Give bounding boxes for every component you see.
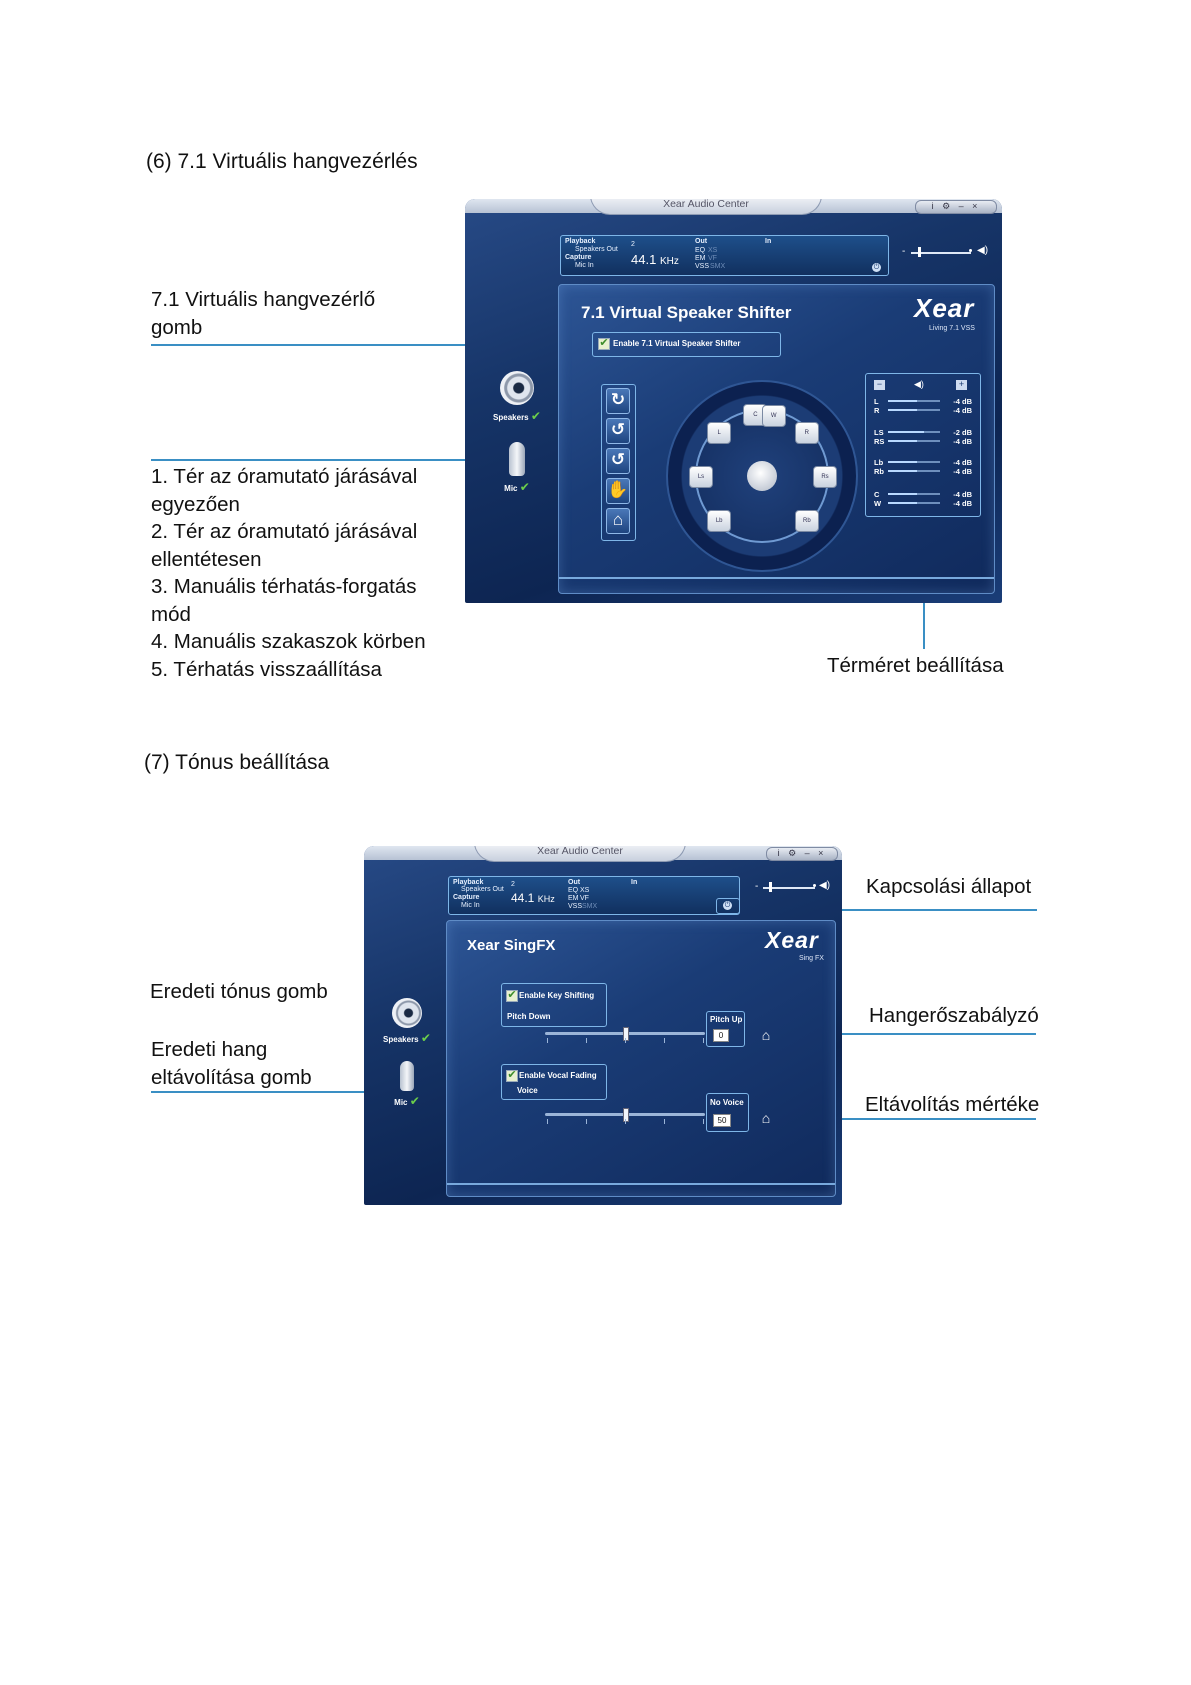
- window-title: Xear Audio Center: [474, 846, 686, 862]
- speakers-enabled-check-icon: ✔: [420, 1031, 431, 1045]
- speaker-position-w[interactable]: W: [762, 405, 786, 427]
- xear-window-vss: [465, 199, 1002, 603]
- meter-row: [874, 490, 972, 499]
- status-rate: [511, 891, 555, 905]
- mic-enabled-check-icon: ✔: [409, 1094, 420, 1108]
- vss-enable-label: Enable 7.1 Virtual Speaker Shifter: [613, 339, 741, 348]
- meter-row: [874, 467, 972, 476]
- voice-label: Voice: [517, 1086, 538, 1095]
- status-display: [448, 876, 740, 915]
- voice-tick: [703, 1119, 704, 1124]
- speaker-position-lb[interactable]: Lb: [707, 510, 731, 532]
- pitch-tick: [703, 1038, 704, 1043]
- status-em: EM: [568, 895, 579, 902]
- meter-fill: [888, 461, 917, 463]
- sidebar-mic-label: Mic: [504, 484, 518, 493]
- sidebar-item-speakers[interactable]: [378, 998, 436, 1045]
- meter-label: Rb: [874, 467, 884, 476]
- meter-minus-button[interactable]: −: [874, 380, 885, 390]
- speaker-position-rb[interactable]: Rb: [795, 510, 819, 532]
- callout-vss-button-line1: 7.1 Virtuális hangvezérlő: [151, 288, 376, 311]
- home-icon: ⌂: [612, 510, 624, 529]
- vss-enable-button[interactable]: [592, 332, 781, 357]
- status-rate-value: 44.1: [511, 891, 535, 905]
- meter-fill: [888, 431, 924, 433]
- master-volume-slider[interactable]: [755, 881, 837, 895]
- speaker-icon: [500, 371, 534, 405]
- meter-label: C: [874, 490, 880, 499]
- meter-row: [874, 437, 972, 446]
- mode-line: 1. Tér az óramutató járásával: [151, 465, 418, 488]
- status-speakers-out: Speakers Out: [461, 886, 504, 893]
- status-capture: Capture: [453, 894, 480, 901]
- meter-plus-button[interactable]: +: [956, 380, 967, 390]
- status-xs: XS: [580, 887, 590, 894]
- sidebar-mic-label: Mic: [394, 1098, 408, 1107]
- voice-tick: [664, 1119, 665, 1124]
- pitch-tick: [586, 1038, 587, 1043]
- sidebar-speakers-label: Speakers: [493, 413, 529, 422]
- status-rate: [631, 252, 679, 267]
- window-title: Xear Audio Center: [590, 199, 822, 215]
- pitch-tick: [625, 1038, 626, 1043]
- pitch-down-label: Pitch Down: [507, 1012, 551, 1021]
- callout-volume: Hangerőszabályzó: [869, 1004, 1039, 1027]
- callout-room-size: Térméret beállítása: [827, 654, 1004, 677]
- mode-line: ellentétesen: [151, 547, 262, 571]
- room-size-meters: [865, 373, 981, 517]
- meter-value: -4 dB: [953, 458, 972, 467]
- callout-vss-button: [151, 286, 375, 341]
- meter-value: -4 dB: [953, 467, 972, 476]
- microphone-icon: [400, 1061, 414, 1091]
- status-rate-value: 44.1: [631, 252, 657, 267]
- window-controls[interactable]: i ⚙ – ×: [915, 200, 997, 214]
- key-shifting-label: Enable Key Shifting: [519, 991, 595, 1000]
- callout-vocal-line2: eltávolítása gomb: [151, 1065, 312, 1089]
- speaker-dial: [666, 380, 858, 572]
- pitch-up-label: Pitch Up: [710, 1015, 743, 1024]
- pitch-up-box: [706, 1011, 745, 1047]
- status-eq: EQ: [695, 247, 706, 254]
- master-volume-slider[interactable]: [902, 246, 994, 260]
- meter-fill: [888, 502, 917, 504]
- status-speakers-out: Speakers Out: [575, 246, 618, 253]
- speaker-position-rs[interactable]: Rs: [813, 466, 837, 488]
- status-capture: Capture: [565, 254, 592, 261]
- meter-label: RS: [874, 437, 885, 446]
- meter-value: -4 dB: [953, 397, 972, 406]
- mode-line: 5. Térhatás visszaállítása: [151, 657, 382, 681]
- power-icon[interactable]: ⏻: [873, 264, 880, 271]
- power-icon: ⏻: [724, 902, 731, 909]
- sidebar-item-speakers[interactable]: [485, 371, 549, 423]
- meter-label: R: [874, 406, 880, 415]
- panel-bottom-divider: [447, 1183, 835, 1185]
- manual-rotate-icon: ↺: [610, 450, 626, 469]
- home-icon: ⌂: [761, 1110, 771, 1126]
- vss-panel: [558, 284, 995, 594]
- speaker-position-ls[interactable]: Ls: [689, 466, 713, 488]
- pitch-reset-button[interactable]: [757, 1027, 775, 1043]
- callout-modes-list: [151, 463, 426, 683]
- mode-line: 4. Manuális szakaszok körben: [151, 630, 426, 653]
- meter-fill: [888, 400, 917, 402]
- callout-vocal-button: [151, 1036, 312, 1091]
- voice-tick: [625, 1119, 626, 1124]
- status-channels: 2: [511, 881, 515, 888]
- status-in: In: [631, 879, 638, 886]
- rotate-clockwise-button[interactable]: [606, 388, 630, 414]
- xear-logo-sub: Sing FX: [799, 955, 824, 962]
- no-voice-label: No Voice: [710, 1098, 744, 1107]
- listener-head-icon: [747, 461, 777, 491]
- pitch-tick: [547, 1038, 548, 1043]
- mode-line: 3. Manuális térhatás-forgatás: [151, 575, 417, 598]
- no-voice-box: [706, 1093, 749, 1132]
- callout-vocal-line1: Eredeti hang: [151, 1038, 268, 1061]
- xear-window-singfx: [364, 846, 842, 1205]
- voice-tick: [586, 1119, 587, 1124]
- reset-button[interactable]: [606, 508, 630, 534]
- meter-row: [874, 499, 972, 508]
- meter-value: -4 dB: [953, 499, 972, 508]
- status-vss: VSS: [568, 903, 583, 910]
- status-smx: SMX: [582, 903, 598, 910]
- singfx-title: Xear SingFX: [467, 937, 556, 954]
- meter-fill: [888, 440, 917, 442]
- meter-row: [874, 458, 972, 467]
- switch-state-indicator[interactable]: [716, 898, 740, 914]
- meter-fill: [888, 470, 917, 472]
- status-vf: VF: [580, 895, 589, 902]
- speakers-enabled-check-icon: ✔: [530, 409, 541, 423]
- status-eq: EQ: [568, 887, 579, 894]
- singfx-panel: [446, 920, 836, 1197]
- voice-slider-knob[interactable]: [623, 1108, 629, 1122]
- speaker-position-c[interactable]: C: [743, 404, 767, 426]
- manual-rotate-button[interactable]: [606, 448, 630, 474]
- status-out: Out: [568, 879, 581, 886]
- voice-value-input[interactable]: 50: [713, 1114, 731, 1127]
- mode-line: 2. Tér az óramutató járásával: [151, 520, 418, 543]
- sidebar-speakers-label: Speakers: [383, 1035, 419, 1044]
- meter-speaker-icon: ◀): [914, 379, 924, 389]
- vss-enable-checkbox[interactable]: ✔: [599, 337, 609, 349]
- status-mic-in: Mic In: [461, 902, 480, 909]
- microphone-icon: [509, 442, 525, 476]
- rotate-clockwise-icon: ↻: [610, 390, 626, 409]
- callout-vss-button-line2: gomb: [151, 315, 203, 339]
- pitch-tick: [664, 1038, 665, 1043]
- status-playback: Playback: [453, 879, 484, 886]
- hand-icon: ✋: [607, 480, 629, 499]
- key-shifting-checkbox[interactable]: ✔: [507, 989, 517, 1001]
- meter-value: -4 dB: [953, 490, 972, 499]
- speaker-position-r[interactable]: R: [795, 422, 819, 444]
- section7-heading: (7) Tónus beállítása: [144, 751, 330, 774]
- status-rate-unit: KHz: [659, 256, 679, 267]
- sidebar-item-mic[interactable]: [378, 1061, 436, 1108]
- status-vss: VSS: [695, 263, 710, 270]
- status-in: In: [765, 238, 772, 245]
- xear-logo-sub: Living 7.1 VSS: [929, 325, 975, 332]
- manual-sections-button[interactable]: [606, 478, 630, 504]
- mode-line: mód: [151, 602, 191, 626]
- vocal-fading-checkbox[interactable]: ✔: [507, 1069, 517, 1081]
- speaker-icon: [392, 998, 422, 1028]
- meter-label: Lb: [874, 458, 884, 467]
- pitch-value-input[interactable]: 0: [713, 1029, 729, 1042]
- voice-tick: [547, 1119, 548, 1124]
- rotate-counterclockwise-button[interactable]: [606, 418, 630, 444]
- volume-minus-icon: -: [755, 881, 759, 892]
- meter-value: -2 dB: [953, 428, 972, 437]
- meter-row: [874, 406, 972, 415]
- status-display: [560, 235, 889, 276]
- status-smx: SMX: [710, 263, 726, 270]
- meter-row: [874, 397, 972, 406]
- panel-bottom-divider: [559, 577, 994, 579]
- speaker-position-l[interactable]: L: [707, 422, 731, 444]
- rotate-counterclockwise-icon: ↺: [610, 420, 626, 439]
- speaker-volume-icon: ◀): [977, 245, 989, 256]
- callout-removal-amount: Eltávolítás mértéke: [865, 1093, 1040, 1116]
- vss-title: 7.1 Virtual Speaker Shifter: [581, 303, 792, 322]
- volume-dot-icon: [813, 884, 816, 887]
- volume-minus-icon: -: [902, 246, 906, 257]
- status-mic-in: Mic In: [575, 262, 594, 269]
- status-out: Out: [695, 238, 708, 245]
- status-channels: 2: [631, 241, 635, 248]
- meter-label: L: [874, 397, 879, 406]
- voice-reset-button[interactable]: [757, 1110, 775, 1126]
- status-rate-unit: KHz: [537, 894, 555, 904]
- mode-line: egyezően: [151, 492, 240, 516]
- status-xs: XS: [708, 247, 718, 254]
- meter-value: -4 dB: [953, 406, 972, 415]
- sidebar-item-mic[interactable]: [485, 442, 549, 494]
- rotation-mode-group: [601, 384, 636, 541]
- callout-switch-state: Kapcsolási állapot: [866, 875, 1032, 898]
- status-em: EM: [695, 255, 706, 262]
- callout-key-button: Eredeti tónus gomb: [150, 980, 328, 1003]
- speaker-volume-icon: ◀): [819, 880, 831, 891]
- meter-label: W: [874, 499, 882, 508]
- volume-knob[interactable]: [918, 247, 921, 257]
- meter-fill: [888, 493, 917, 495]
- volume-knob[interactable]: [769, 882, 772, 892]
- xear-logo: Xear: [765, 927, 819, 953]
- vocal-fading-button[interactable]: [501, 1064, 607, 1100]
- status-vf: VF: [708, 255, 717, 262]
- key-shifting-button[interactable]: [501, 983, 607, 1027]
- volume-dot-icon: [969, 249, 972, 252]
- pitch-slider-knob[interactable]: [623, 1027, 629, 1041]
- meter-row: [874, 428, 972, 437]
- home-icon: ⌂: [761, 1027, 771, 1043]
- meter-value: -4 dB: [953, 437, 972, 446]
- window-controls[interactable]: i ⚙ – ×: [766, 847, 838, 861]
- mic-enabled-check-icon: ✔: [519, 480, 530, 494]
- status-playback: Playback: [565, 238, 596, 245]
- section6-heading: (6) 7.1 Virtuális hangvezérlés: [146, 150, 418, 173]
- meter-fill: [888, 409, 917, 411]
- vocal-fading-label: Enable Vocal Fading: [519, 1071, 597, 1080]
- meter-label: LS: [874, 428, 884, 437]
- xear-logo: Xear: [914, 293, 975, 323]
